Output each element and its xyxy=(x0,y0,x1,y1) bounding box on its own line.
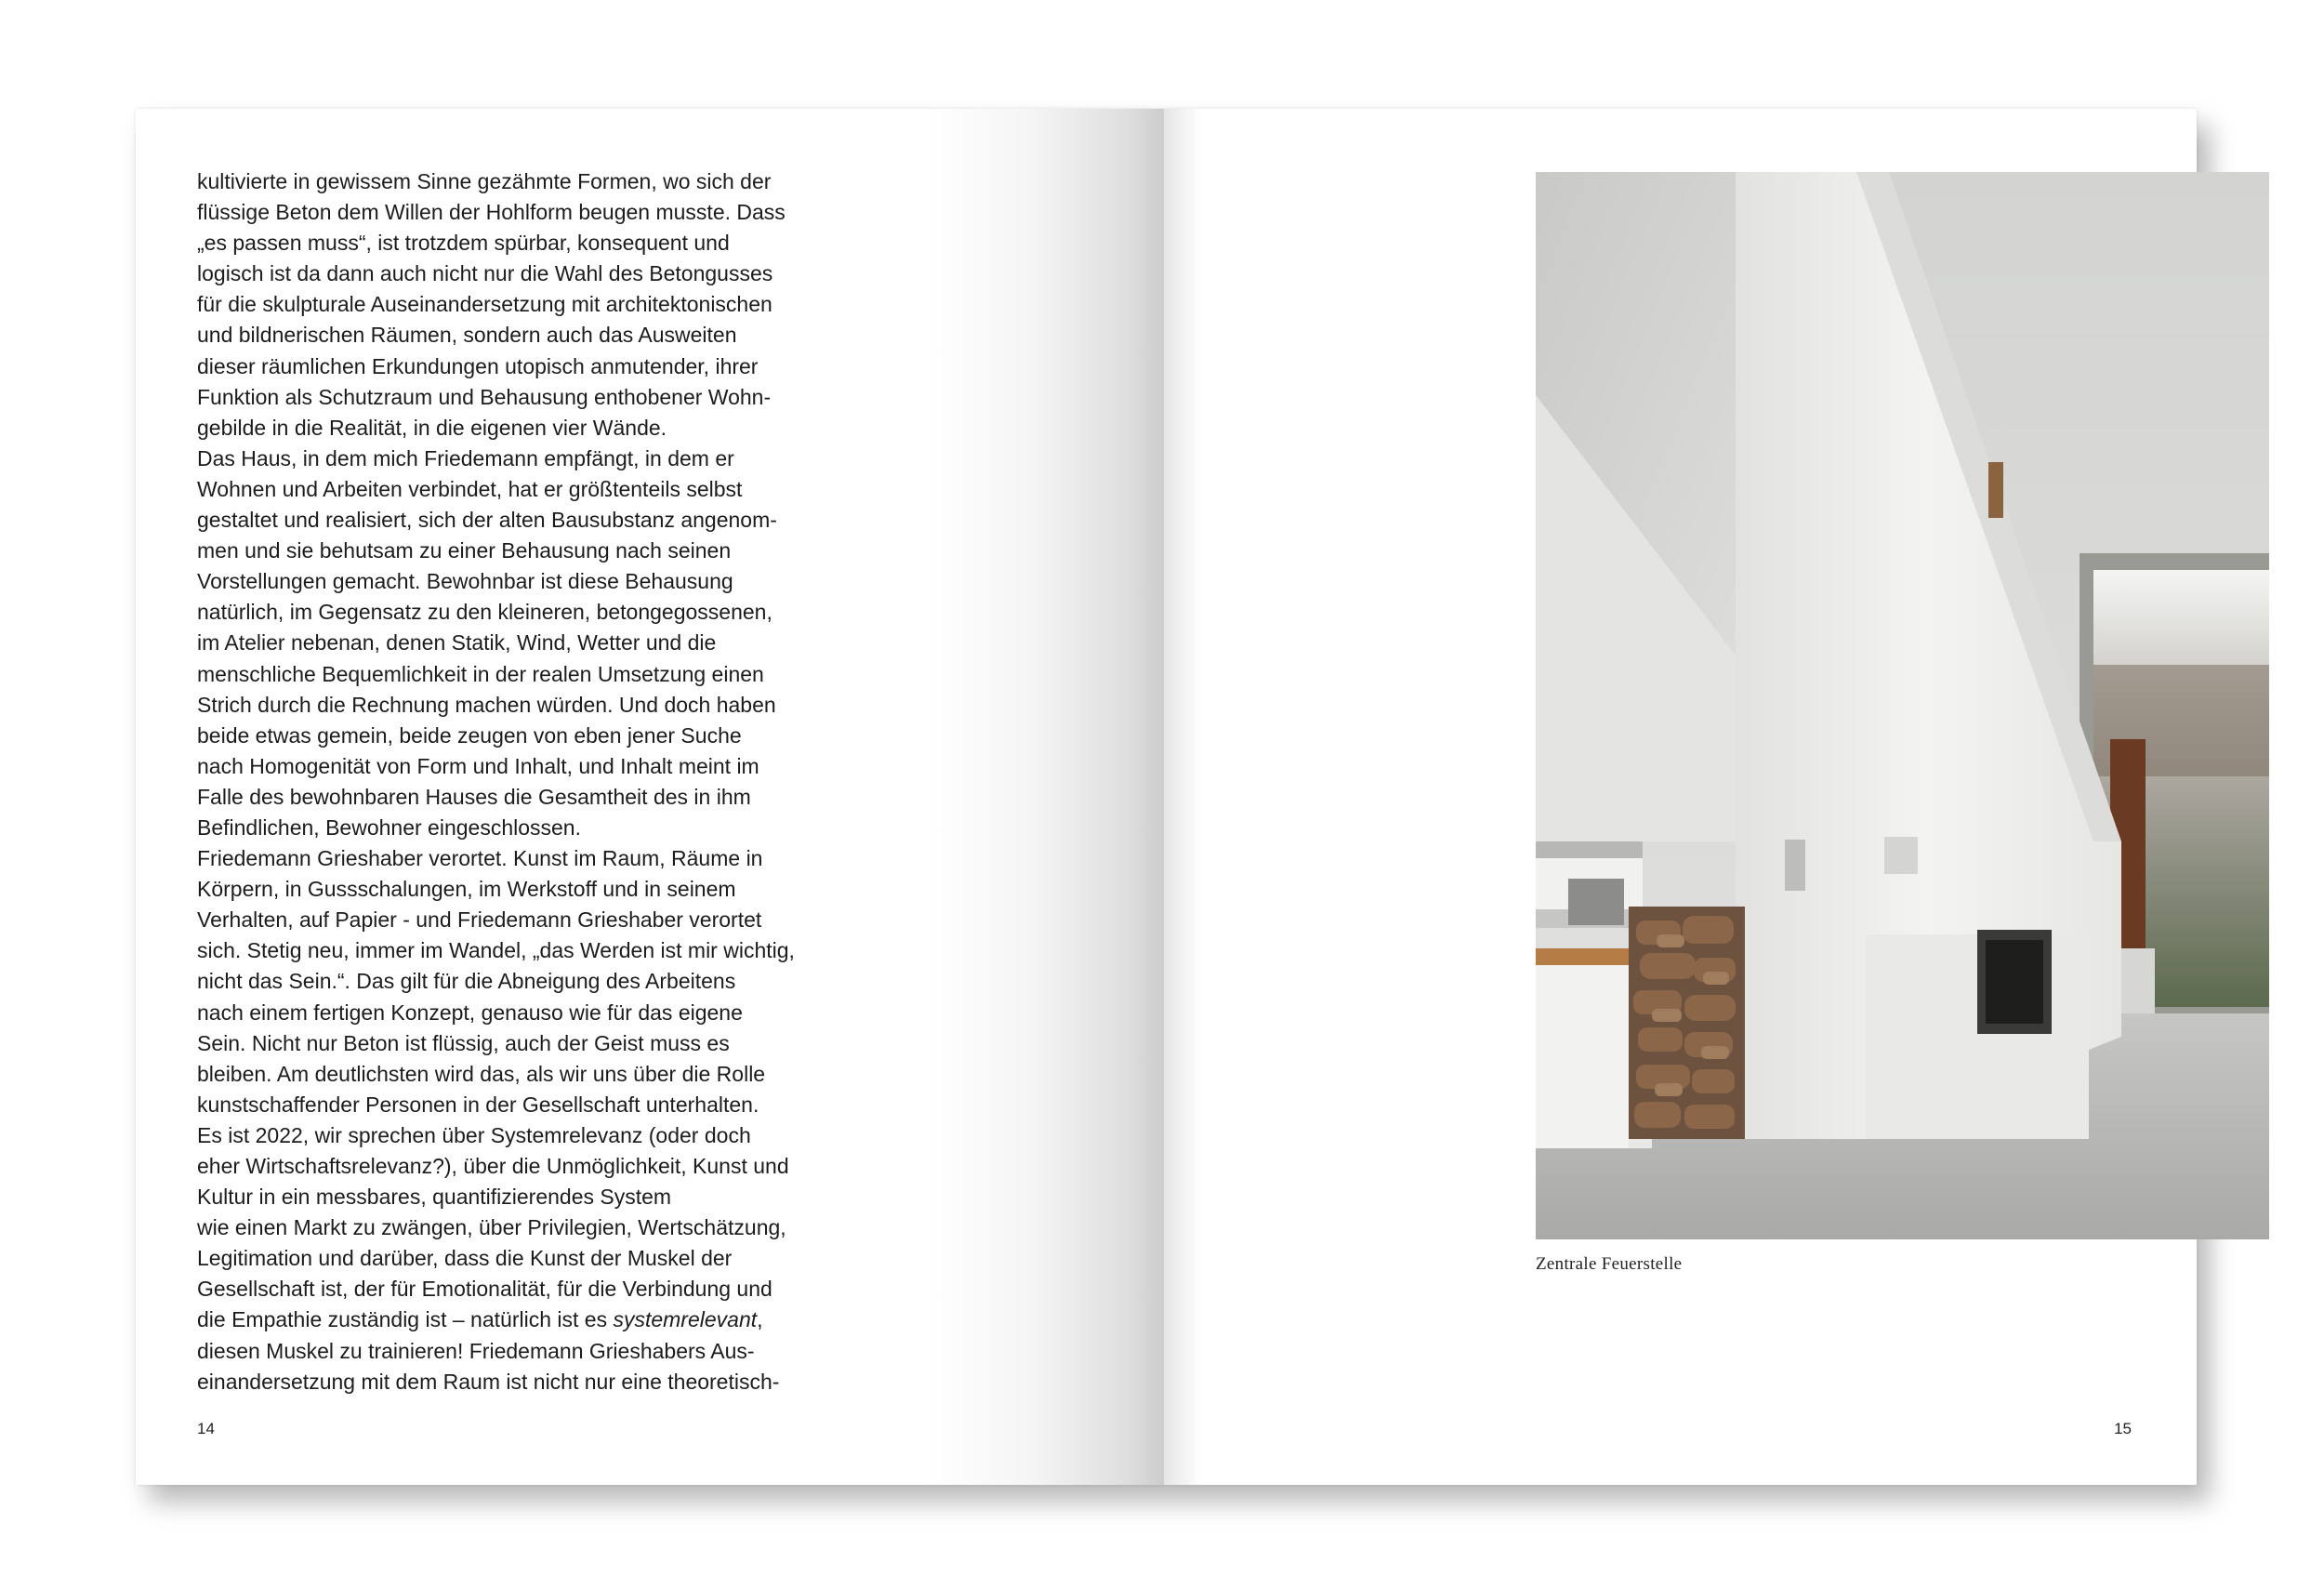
text-line: Friedemann Grieshaber verortet. Kunst im Raum, Räume in xyxy=(197,846,763,871)
text-line: kultivierte in gewissem Sinne gezähmte Formen, wo sich der xyxy=(197,169,772,193)
text-line: gebilde in die Realität, in die eigenen vier Wände. xyxy=(197,415,667,440)
text-line: nach einem fertigen Konzept, genauso wie für das eigene xyxy=(197,1000,743,1025)
text-line: für die skulpturale Auseinandersetzung mit architektonischen xyxy=(197,292,772,317)
text-line: Verhalten, auf Papier - und Friedemann Grieshaber verortet xyxy=(197,907,762,933)
text-line: wie einen Markt zu zwängen, über Privilegien, Wertschätzung, xyxy=(197,1215,786,1240)
right-page xyxy=(1164,109,2197,1485)
book-spread xyxy=(136,109,2197,1485)
text-line: bleiben. Am deutlichsten wird das, als wir uns über die Rolle xyxy=(197,1061,766,1086)
text-line: gestaltet und realisiert, sich der alten Bausubstanz angenom- xyxy=(197,508,777,533)
page-number-right: 15 xyxy=(2114,1420,2132,1437)
text-line: eher Wirtschaftsrelevanz?), über die Unmöglichkeit, Kunst und xyxy=(197,1154,789,1178)
text-line: Sein. Nicht nur Beton ist flüssig, auch der Geist muss es xyxy=(197,1030,730,1055)
text-line: Wohnen und Arbeiten verbindet, hat er größtenteils selbst xyxy=(197,476,743,501)
body-text xyxy=(197,166,866,1397)
text-line: Funktion als Schutzraum und Behausung enthobener Wohn- xyxy=(197,384,772,409)
text-line: natürlich, im Gegensatz zu den kleineren, betongegossenen, xyxy=(197,600,772,625)
text-line: men und sie behutsam zu einer Behausung nach seinen xyxy=(197,538,732,563)
gutter-shadow xyxy=(922,109,1164,1485)
text-line: Befindlichen, Bewohner eingeschlossen. xyxy=(197,814,581,840)
page-number-left: 14 xyxy=(197,1420,215,1437)
text-line: sich. Stetig neu, immer im Wandel, „das Werden ist mir wichtig, xyxy=(197,938,795,963)
text-line: „es passen muss“, ist trotzdem spürbar, konsequent und xyxy=(197,231,730,256)
text-line: nach Homogenität von Form und Inhalt, und Inhalt meint im xyxy=(197,753,759,778)
text-line: einandersetzung mit dem Raum ist nicht nur eine theoretisch- xyxy=(197,1369,780,1394)
left-page xyxy=(136,109,1164,1485)
photo-caption: Zentrale Feuerstelle xyxy=(1536,1254,1683,1274)
text-line: und bildnerischen Räumen, sondern auch das Ausweiten xyxy=(197,323,737,348)
text-line: Kultur in ein messbares, quantifizierendes System xyxy=(197,1185,672,1210)
gutter-shadow-right xyxy=(1164,109,1201,1485)
text-line: Legitimation und darüber, dass die Kunst der Muskel der xyxy=(197,1246,733,1271)
text-line: Es ist 2022, wir sprechen über Systemrelevanz (oder doch xyxy=(197,1122,751,1147)
text-line: nicht das Sein.“. Das gilt für die Abneigung des Arbeitens xyxy=(197,969,736,994)
text-line: die Empathie zuständig ist – natürlich ist es systemrelevant, xyxy=(197,1307,763,1332)
fireplace-photo xyxy=(1536,172,2269,1239)
text-line: kunstschaffender Personen in der Gesellschaft unterhalten. xyxy=(197,1092,759,1117)
text-line: Körpern, in Gussschalungen, im Werkstoff und in seinem xyxy=(197,877,736,902)
text-line: im Atelier nebenan, denen Statik, Wind, Wetter und die xyxy=(197,630,717,655)
text-line: flüssige Beton dem Willen der Hohlform beugen musste. Dass xyxy=(197,200,786,225)
text-line: menschliche Bequemlichkeit in der realen Umsetzung einen xyxy=(197,661,764,686)
text-line: beide etwas gemein, beide zeugen von eben jener Suche xyxy=(197,722,742,748)
text-line: Das Haus, in dem mich Friedemann empfängt, in dem er xyxy=(197,445,734,470)
text-line: dieser räumlichen Erkundungen utopisch anmutender, ihrer xyxy=(197,353,759,378)
text-line: logisch ist da dann auch nicht nur die Wahl des Betongusses xyxy=(197,261,773,286)
text-line: diesen Muskel zu trainieren! Friedemann Grieshabers Aus- xyxy=(197,1338,755,1363)
text-line: Vorstellungen gemacht. Bewohnbar ist diese Behausung xyxy=(197,569,733,594)
text-line: Falle des bewohnbaren Hauses die Gesamtheit des in ihm xyxy=(197,784,751,809)
text-line: Gesellschaft ist, der für Emotionalität, für die Verbindung und xyxy=(197,1277,772,1302)
text-line: Strich durch die Rechnung machen würden. Und doch haben xyxy=(197,692,776,717)
